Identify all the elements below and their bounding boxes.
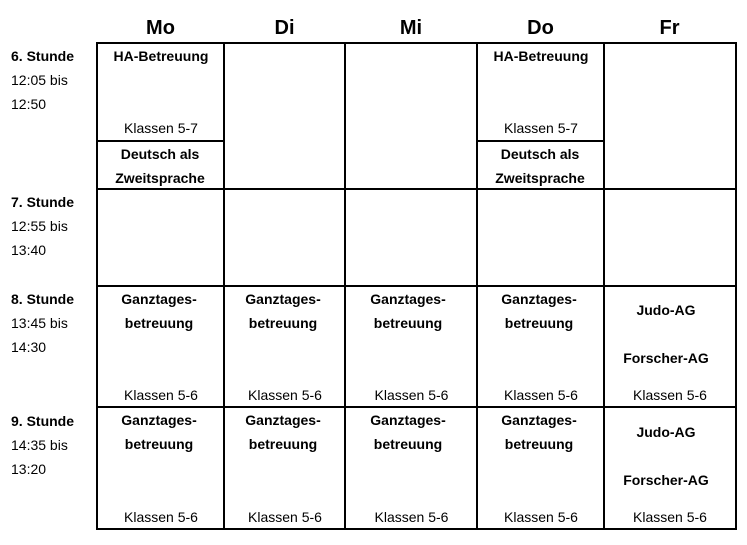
period-name: 9. Stunde — [11, 413, 75, 429]
period-time-start: 12:55 bis — [11, 218, 68, 234]
cell-p8-fr-sub: Klassen 5-6 — [633, 387, 707, 403]
cell-p8-mo-title: Ganztages-betreuung — [121, 291, 197, 331]
cell-p8-mi-sub: Klassen 5-6 — [374, 387, 449, 403]
period-name: 8. Stunde — [11, 291, 75, 307]
cell-p9-mi-title: Ganztages-betreuung — [370, 412, 446, 452]
day-header-di: Di — [274, 16, 295, 39]
period-time-start: 14:35 bis — [11, 437, 68, 453]
period-time-end: 13:40 — [11, 242, 47, 258]
cell-p8-mi-title: Ganztages-betreuung — [370, 291, 446, 331]
period-time-end: 12:50 — [11, 96, 47, 112]
cell-p9-mo-title: Ganztages-betreuung — [121, 412, 197, 452]
grid-line-right — [735, 42, 737, 530]
cell-p9-do-sub: Klassen 5-6 — [504, 509, 578, 525]
cell-p9-di-sub: Klassen 5-6 — [248, 509, 322, 525]
cell-p6-mo-title2: Deutsch als Zweitsprache — [115, 146, 205, 186]
period-time-start: 13:45 bis — [11, 315, 68, 331]
cell-p8-mo-sub: Klassen 5-6 — [124, 387, 198, 403]
cell-p9-di-title: Ganztages-betreuung — [245, 412, 321, 452]
period-label-6 — [11, 44, 95, 116]
period-time-start: 12:05 bis — [11, 72, 68, 88]
day-header-fr: Fr — [659, 16, 680, 39]
period-name: 7. Stunde — [11, 194, 75, 210]
cell-p9-do-title: Ganztages-betreuung — [501, 412, 577, 452]
cell-p8-di-sub: Klassen 5-6 — [248, 387, 322, 403]
cell-p8-fr-title: Judo-AG — [636, 302, 696, 318]
period-label-7 — [11, 190, 95, 262]
cell-p8-do-title: Ganztages-betreuung — [501, 291, 577, 331]
period-time-end: 14:30 — [11, 339, 47, 355]
cell-p9-mo-sub: Klassen 5-6 — [124, 509, 198, 525]
period-label-9 — [11, 409, 95, 481]
cell-p9-mi-sub: Klassen 5-6 — [374, 509, 449, 525]
cell-p6-mo-title: HA-Betreuung — [113, 48, 209, 64]
cell-p8-fr-title2: Forscher-AG — [623, 350, 709, 366]
cell-p6-do-sub: Klassen 5-7 — [504, 120, 578, 136]
period-time-end: 13:20 — [11, 461, 47, 477]
day-header-do: Do — [527, 16, 554, 39]
cell-p9-fr-title2: Forscher-AG — [623, 472, 709, 488]
cell-p8-do-sub: Klassen 5-6 — [504, 387, 578, 403]
cell-p9-fr-title: Judo-AG — [636, 424, 696, 440]
cell-p8-di-title: Ganztages-betreuung — [245, 291, 321, 331]
day-header-mo: Mo — [146, 16, 175, 39]
grid-line-di-mi — [344, 42, 346, 530]
day-header-mi: Mi — [399, 16, 423, 39]
cell-p6-mo-sub: Klassen 5-7 — [124, 120, 198, 136]
cell-p6-do-title2: Deutsch als Zweitsprache — [495, 146, 585, 186]
period-label-8 — [11, 287, 95, 359]
cell-p9-fr-sub: Klassen 5-6 — [633, 509, 707, 525]
period-name: 6. Stunde — [11, 48, 75, 64]
cell-p6-do-title: HA-Betreuung — [493, 48, 589, 64]
